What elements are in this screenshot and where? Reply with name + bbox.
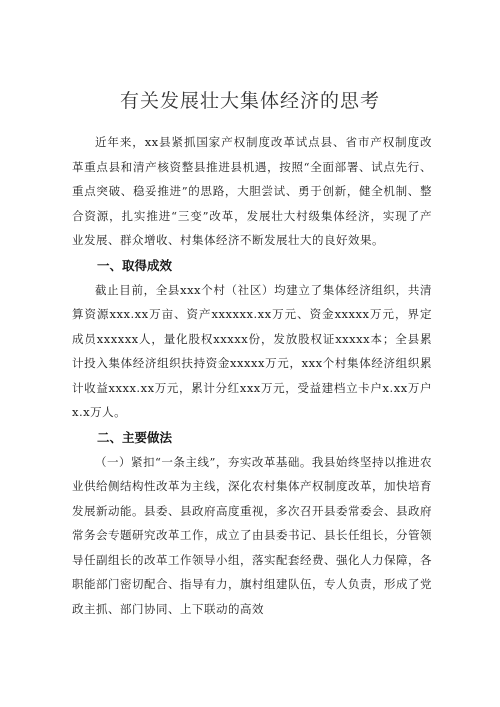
methods-paragraph: （一）紧扣“一条主线”，夯实改革基础。我县始终坚持以推进农业供给侧结构性改革为主线，深化农村集体产权制度改革，加快培育发展新动能。县委、县政府高度重视，多次召开县委常委会、县政府常务会专题研究改革工作，成立了由县委书记、县长任组长，分管领导任副组长的改革工作领导小组，落实配套经费、强化人力保障，各职能部门密切配合、指导有力，旗村组建队伍，专人负责，形成了党政主抓、部门协同、上下联动的高效 xyxy=(72,454,432,616)
results-paragraph: 截止目前，全县xxx个村（社区）均建立了集体经济组织，共清算资源xxx.xx万亩、资产xxxxxx.xx万元、资金xxxxx万元，界定成员xxxxxx人，量化股权xxxxx份，发放股权证xxxxx本；全县累计投入集体经济组织扶持资金xxxxx万元，xxx个村集体经济组织累计收益xxxx.xx万元，累计分红xxx万元，受益建档立卡户x.xx万户x.x万人。 xyxy=(72,282,432,419)
document-title: 有关发展壮大集体经济的思考 xyxy=(119,90,380,112)
section-heading-results: 一、取得成效 xyxy=(97,257,173,273)
intro-paragraph: 近年来，xx县紧抓国家产权制度改革试点县、省市产权制度改革重点县和清产核资整县推进县机遇，按照“全面部署、试点先行、重点突破、稳妥推进”的思路，大胆尝试、勇于创新，健全机制、整合资源，扎实推进“三变”改革，发展壮大村级集体经济，实现了产业发展、群众增收、村集体经济不断发展壮大的良好效果。 xyxy=(72,135,432,247)
document-body xyxy=(72,130,432,621)
section-heading-methods: 二、主要做法 xyxy=(97,429,173,445)
